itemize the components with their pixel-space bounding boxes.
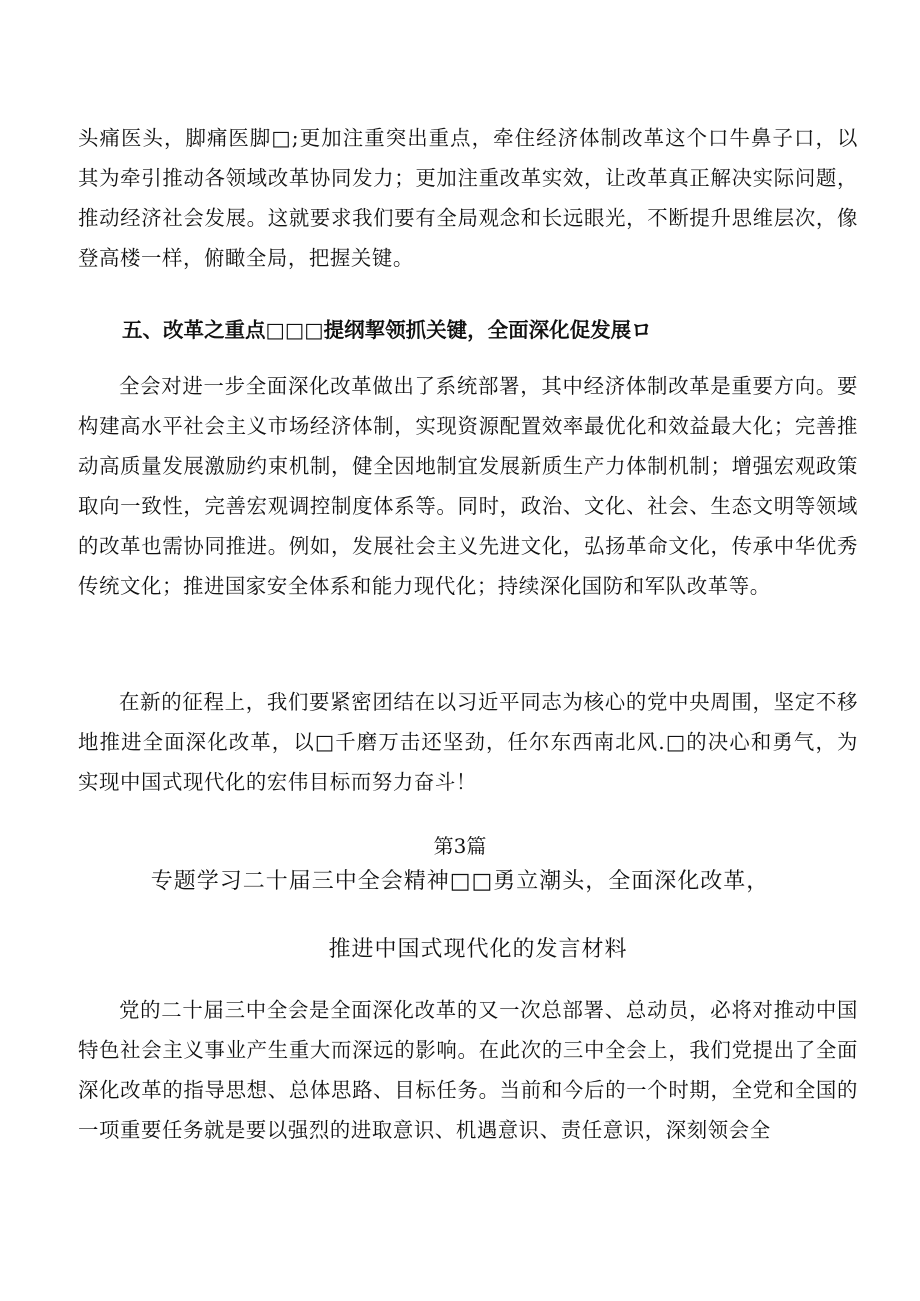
section-heading-5: 五、改革之重点□□□提纲挈领抓关键，全面深化促发展ロ xyxy=(122,318,652,342)
article-title-line-2: 推进中国式现代化的发言材料 xyxy=(328,937,628,962)
body-paragraph-continued: 头痛医头，脚痛医脚□;更加注重突出重点，牵住经济体制改革这个口牛鼻子口，以其为牵引推动各领域改革协同发力；更加注重改革实效，让改革真正解决实际问题，推动经济社会发展。这就要求我们要有全局观念和长远眼光，不断提升思维层次，像登高楼一样，俯瞰全局，把握关键。 xyxy=(78,126,858,270)
part-label: 第3篇 xyxy=(433,834,487,858)
article-title-line-1: 专题学习二十届三中全会精神□□勇立潮头，全面深化改革， xyxy=(150,869,770,894)
body-paragraph: 在新的征程上，我们要紧密团结在以习近平同志为核心的党中央周围，坚定不移地推进全面深化改革，以□千磨万击还坚劲，任尔东西南北风.□的决心和勇气，为实现中国式现代化的宏伟目标而努力奋斗！ xyxy=(78,690,858,794)
body-paragraph: 全会对进一步全面深化改革做出了系统部署，其中经济体制改革是重要方向。要构建高水平社会主义市场经济体制，实现资源配置效率最优化和效益最大化；完善推动高质量发展激励约束机制，健全因地制宜发展新质生产力体制机制；增强宏观政策取向一致性，完善宏观调控制度体系等。同时，政治、文化、社会、生态文明等领域的改革也需协同推进。例如，发展社会主义先进文化，弘扬革命文化，传承中华优秀传统文化；推进国家安全体系和能力现代化；持续深化国防和军队改革等。 xyxy=(78,374,858,598)
body-paragraph: 党的二十届三中全会是全面深化改革的又一次总部署、总动员，必将对推动中国特色社会主义事业产生重大而深远的影响。在此次的三中全会上，我们党提出了全面深化改革的指导思想、总体思路、目标任务。当前和今后的一个时期，全党和全国的一项重要任务就是要以强烈的进取意识、机遇意识、责任意识，深刻领会全 xyxy=(78,998,858,1142)
